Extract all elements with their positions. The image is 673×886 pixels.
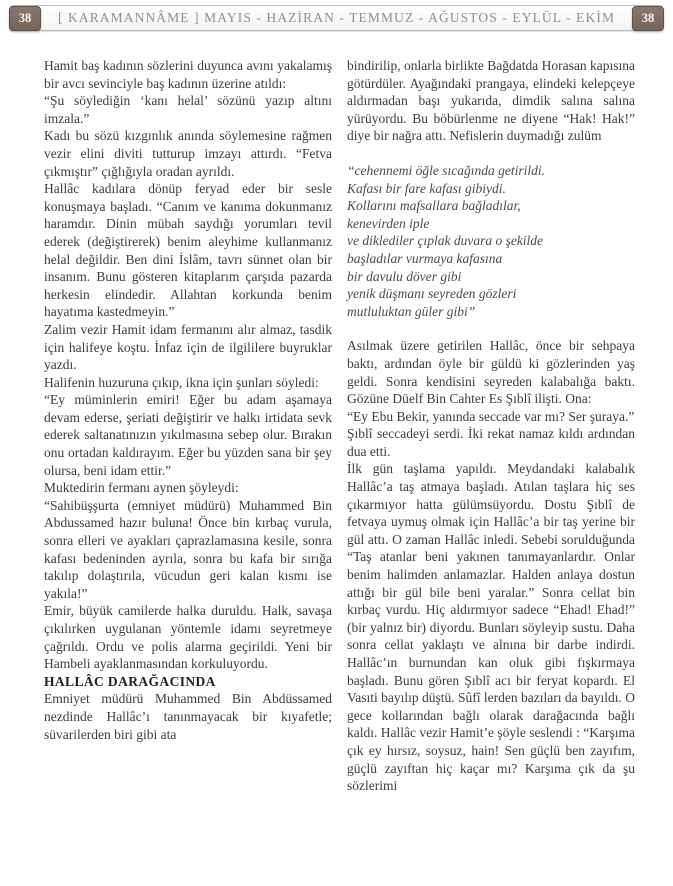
poem-line: yenik düşmanı seyreden gözleri: [347, 286, 517, 302]
paragraph: Emir, büyük camilerde halka duruldu. Halk, savaşa çıkılırken uygulanan yöntemle idamı seyretmeye çağrıldı. Ordu ve polis alarma geçirildi. Yeni bir Hambeli ayaklanmasından korkuluyordu.: [44, 603, 332, 672]
paragraph: Emniyet müdürü Muhammed Bin Abdüssamed nezdinde Hallâc’ı tanınmayacak bir kıyafetle; süvarilerden biri gibi ata: [44, 691, 332, 742]
paragraph: “Şu söylediğin ‘kanı helal’ sözünü yazıp altını imzala.”: [44, 93, 332, 126]
poem-line: “cehennemi öğle sıcağında getirildi.: [347, 162, 545, 178]
poem-line: kenevirden iple: [347, 215, 430, 231]
paragraph: Hallâc kadılara dönüp feryad eder bir sesle konuşmaya başladı. “Canım ve kanıma dokunmanız haramdır. Dinin mübah saydığı yorumları tevil ederek (değiştirerek) benim aleyhime kullanmanız helal değildir. Ben dini İslâm, tavrı sünnet olan bir insanım. Bunu gösteren kitaplarım çarşıda pazarda herkesin elindedir. Allahtan korkunda benim hayatıma kastedmeyin.”: [44, 181, 332, 320]
poem-line: Kafası bir fare kafası gibiydi.: [347, 180, 506, 196]
paragraph: Asılmak üzere getirilen Hallâc, önce bir sehpaya baktı, ardından öyle bir güldü ki gözlerinden yaş geldi. Sonra kendisini seyreden kalabalığa baktı. Gözüne Düelf Bin Cahter Es Şıblî ilişti. Ona:: [347, 338, 635, 407]
poem-line: başladılar vurmaya kafasına: [347, 250, 503, 266]
paragraph: İlk gün taşlama yapıldı. Meydandaki kalabalık Hallâc’a taş atmaya başladı. Atılan taşlara hiç ses çıkarmıyor hatta gülümsüyordu. Dostu Şıblî de fetvaya uymuş olmak için Hallâc’a bir taş yerine bir gül attı. O zaman Hallâc inledi. Sebebi sorulduğunda “Taş atanlar beni yakınen tanımayanlardır. Onlar benim halimden anlamazlar. Halden anlaya dostun attığı bir gül bile beni yaralar.” Sonra cellat bin kırbaç vurdu. Hiç aldırmıyor sadece “Ehad! Ehad!” (bir yalnız bir) diyordu. Bunları söyleyip sustu. Daha sonra cellat yaklaştı ve alnına bir darbe indirdi. Hallâc’ın burnundan kan oluk gibi fışkırmaya başladı. Bunu gören Şıblî acı bir feryat kopardı. El Vasıti bayılıp düştü. Sûfî lerden bazıları da bayıldı. O gece kollarından bağlı olarak darağacında bağlı kaldı. Hallâc vezir Hamit’e şöyle seslendi : “Karşıma çık ey hırsız, soysuz, hain! Sen güçlü ben zayıfım, güçlü zayıftan hiç kaçar mı? Karşıma çık da şu sözlerimi: [347, 461, 635, 794]
paragraph: “Ey Ebu Bekir, yanında seccade var mı? Ser şuraya.”: [347, 408, 635, 424]
page-header-bar: [10, 5, 663, 31]
poem-line: mutluluktan güler gibi”: [347, 303, 476, 319]
right-column: [347, 57, 635, 795]
paragraph: Kadı bu sözü kızgınlık anında söylemesine rağmen vezir elini diviti tutturup imzayı attırdı. “Fetva çıkmıştır” çığlığıyla oradan ayrıldı.: [44, 128, 332, 179]
page-body: [44, 57, 635, 795]
section-heading: HALLÂC DARAĞACINDA: [44, 673, 216, 689]
paragraph: Muktedirin fermanı aynen şöyleydi:: [44, 480, 239, 496]
paragraph: “Sahibüşşurta (emniyet müdürü) Muhammed Bin Abdussamed hazır buluna! Önce bin kırbaç vurula, sonra elleri ve ayakları çaprazlamasına kesile, sonra kafası bedeninden ayrıla, sonra bu kafa bir sırığa takılıp dolaştırıla, vücudun geri kalan kısmı ise yakıla!”: [44, 497, 332, 601]
left-column: [44, 57, 332, 795]
poem-line: Kollarını mafsallara bağladılar,: [347, 198, 521, 214]
paragraph: Zalim vezir Hamit idam fermanını alır almaz, tasdik için halifeye koştu. İnfaz için de ilgililere buyruklar yazdı.: [44, 321, 332, 373]
poem-line: ve diklediler çıplak duvara o şekilde: [347, 233, 544, 249]
poem-block: [347, 162, 635, 320]
paragraph: Hamit baş kadının sözlerini duyunca avını yakalamış bir avcı sevinciyle baş kadının üzerine atıldı:: [44, 58, 332, 91]
page-number-badge-left: 38: [9, 6, 41, 31]
paragraph: “Ey müminlerin emiri! Eğer bu adam aşamaya devam ederse, şeriati değiştirir ve halkı irtidata sevk ederek saltanatınızın yıkılmasına sebep olur. Bırakın onu ortadan kaldırayım. Eğer bu yüzden sana bir şey olursa, beni idam ettir.”: [44, 392, 332, 478]
page-number-badge-right: 38: [632, 6, 664, 31]
paragraph: Şıblî seccadeyi serdi. İki rekat namaz kıldı ardından dua etti.: [347, 426, 635, 459]
page-header-title: [ KARAMANNÂME ] MAYIS - HAZİRAN - TEMMUZ - AĞUSTOS - EYLÜL - EKİM: [57, 10, 616, 25]
poem-line: bir davulu döver gibi: [347, 268, 462, 284]
paragraph: Halifenin huzuruna çıkıp, ikna için şunları söyledi:: [44, 374, 319, 390]
paragraph: bindirilip, onlarla birlikte Bağdatda Horasan kapısına götürdüler. Ayağındaki prangaya, elindeki kelepçeye aldırmadan başı yukarıda, dimdik salına salına yürüyordu. Bu böbürlenme ne diyene “Hak! Hak!” diye bir nağra attı. Nefislerin duymadığı zulüm: [347, 58, 635, 144]
